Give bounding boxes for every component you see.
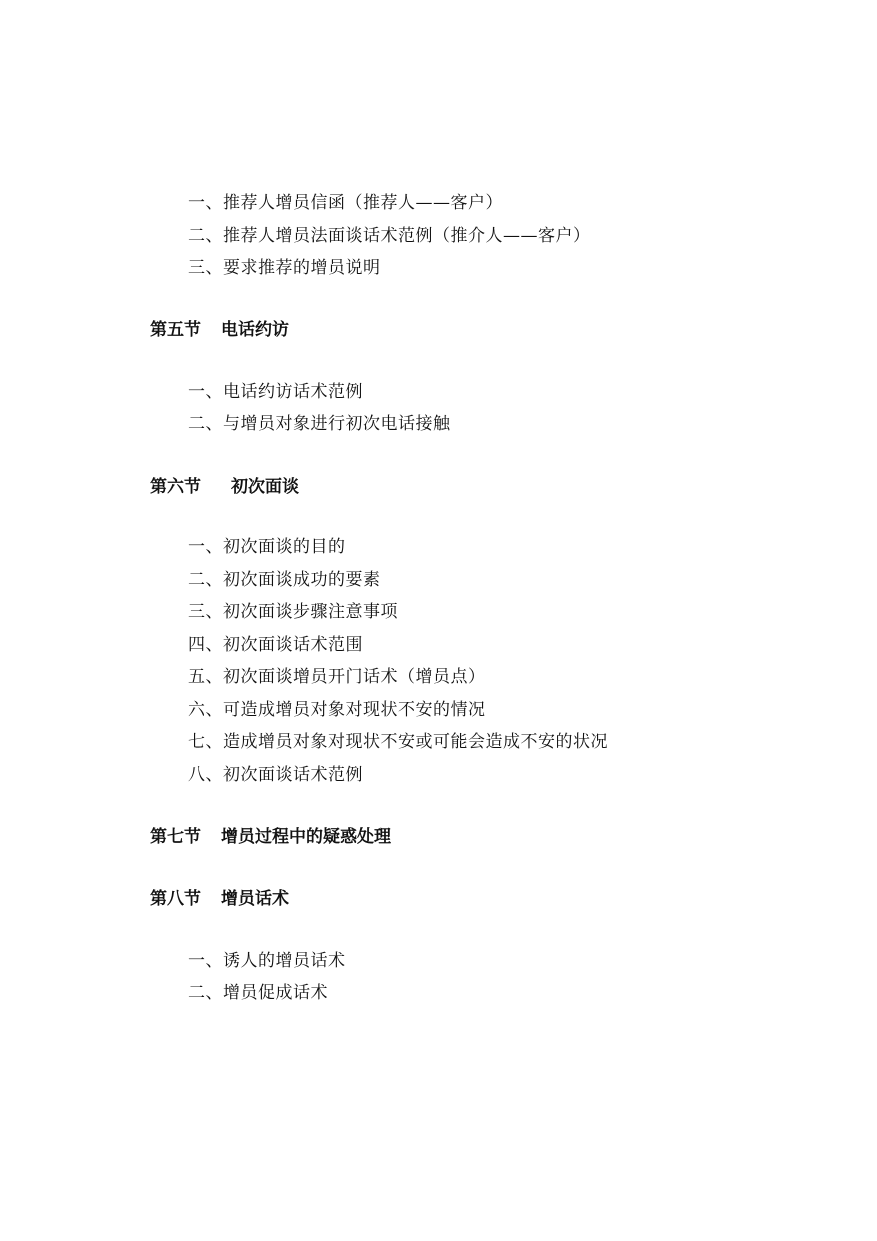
- toc-item: 二、增员促成话术: [188, 983, 328, 1003]
- toc-item: 一、推荐人增员信函（推荐人——客户）: [188, 193, 503, 213]
- toc-item: 七、造成增员对象对现状不安或可能会造成不安的状况: [188, 732, 608, 752]
- section-number: 第八节: [150, 889, 201, 909]
- section-title: 增员过程中的疑惑处理: [221, 827, 391, 847]
- toc-item: 三、要求推荐的增员说明: [188, 258, 381, 278]
- toc-item: 一、初次面谈的目的: [188, 537, 346, 557]
- toc-item: 二、推荐人增员法面谈话术范例（推介人——客户）: [188, 226, 591, 246]
- toc-item: 四、初次面谈话术范围: [188, 635, 363, 655]
- toc-item: 二、与增员对象进行初次电话接触: [188, 414, 451, 434]
- section-heading: [150, 476, 299, 498]
- section-number: 第六节: [150, 477, 201, 497]
- section-title: 初次面谈: [231, 477, 299, 497]
- toc-item: 一、电话约访话术范例: [188, 382, 363, 402]
- toc-item: 六、可造成增员对象对现状不安的情况: [188, 700, 486, 720]
- toc-item: 八、初次面谈话术范例: [188, 765, 363, 785]
- toc-item: 二、初次面谈成功的要素: [188, 570, 381, 590]
- toc-item: 三、初次面谈步骤注意事项: [188, 602, 398, 622]
- section-heading: [150, 319, 289, 341]
- section-title: 增员话术: [221, 889, 289, 909]
- section-heading: [150, 888, 289, 910]
- section-heading: [150, 826, 391, 848]
- toc-item: 五、初次面谈增员开门话术（增员点）: [188, 667, 486, 687]
- toc-item: 一、诱人的增员话术: [188, 951, 346, 971]
- section-title: 电话约访: [221, 320, 289, 340]
- section-number: 第五节: [150, 320, 201, 340]
- section-number: 第七节: [150, 827, 201, 847]
